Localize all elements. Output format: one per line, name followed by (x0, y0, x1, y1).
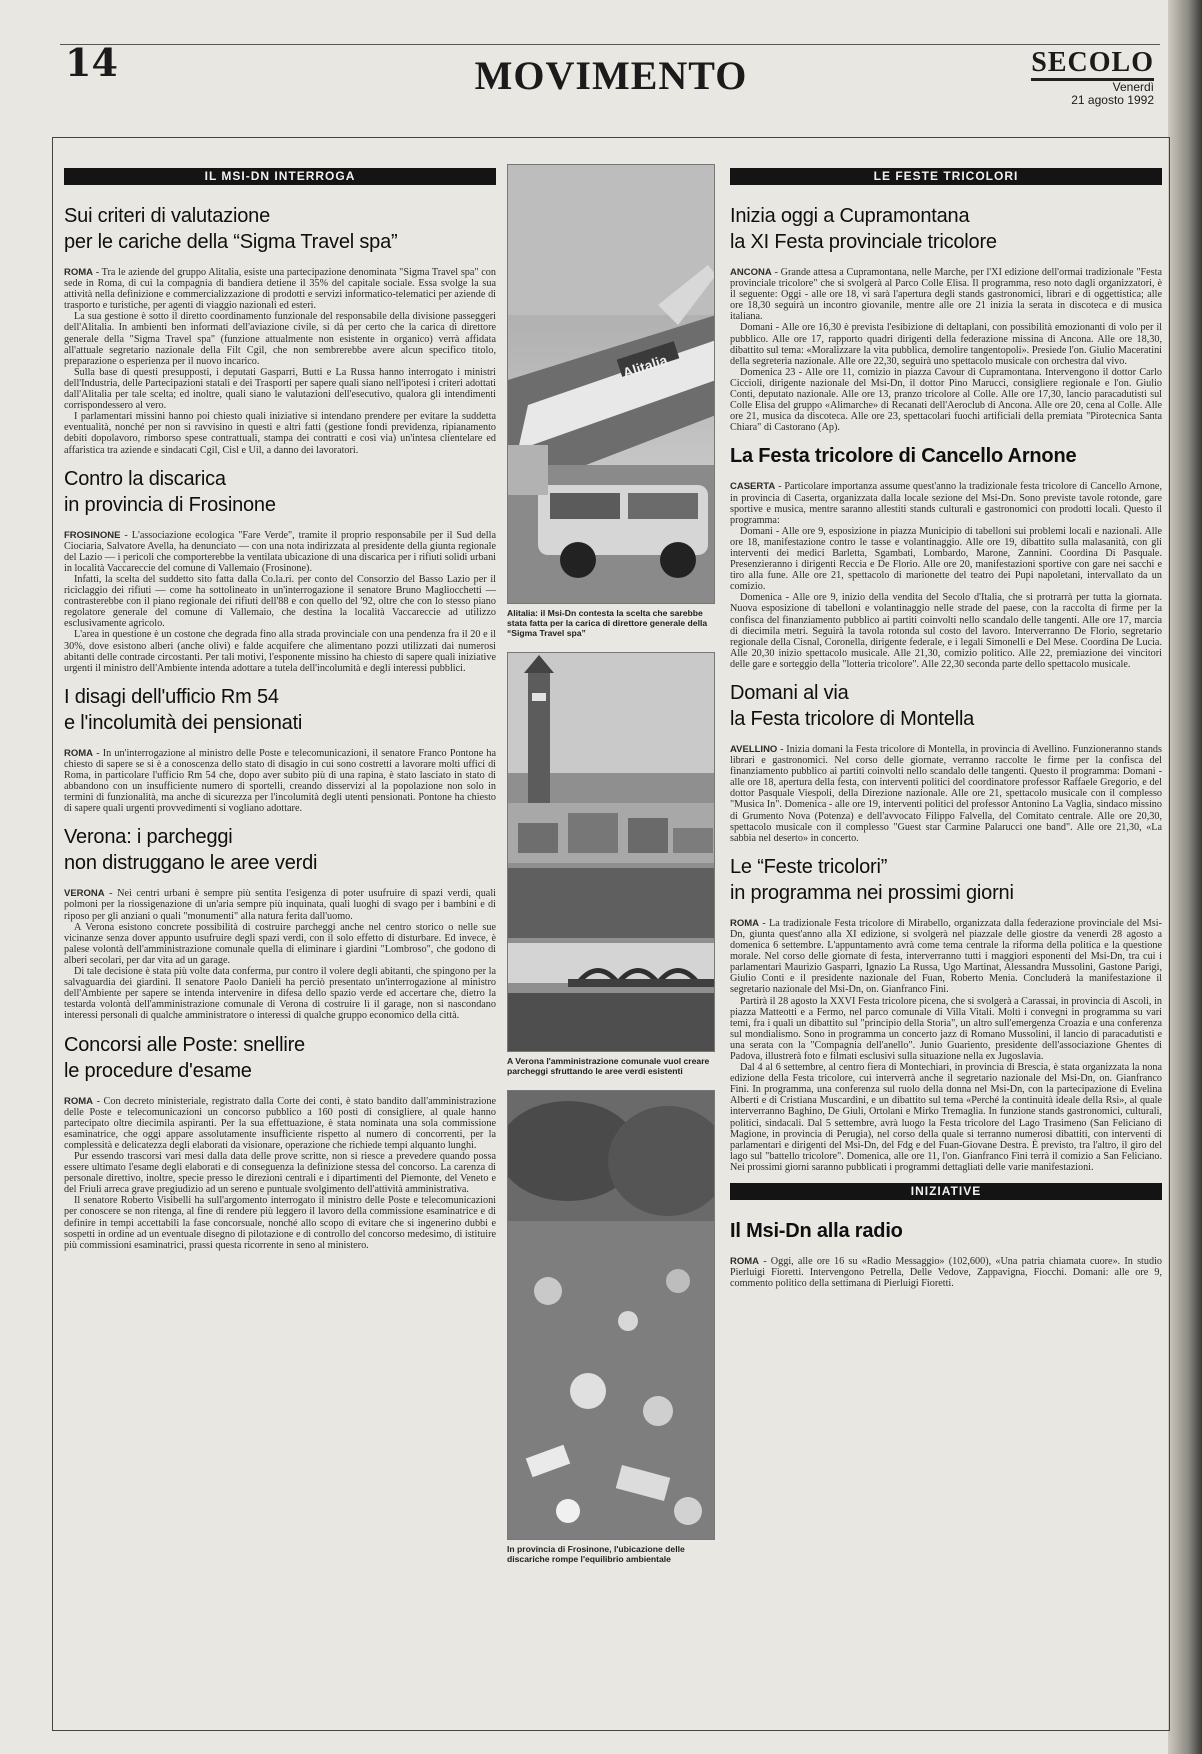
paragraph-text: - Particolare importanza assume quest'anno la tradizionale festa tricolore di Cancello Arnone, in provincia di Caserta, organizzata dalla locale sezione del Msi-Dn. Sono previste tavole rotonde, gare sportive e musica, mentre saranno allestiti stands culturali e gastronomici con prodotti locali. Questo il programma: (730, 481, 1162, 526)
landfill-photo (508, 1091, 715, 1540)
article-body (730, 267, 1162, 433)
article-headline (64, 466, 496, 518)
paragraph-text: Partirà il 28 agosto la XXVI Festa tricolore picena, che si svolgerà a Carassai, in provincia di Ascoli, in piazza Matteotti e a Fermo, nel parco comunale di Villa Vitali. Molti i convegni in programma su vari temi, fra i quali un dibattito sul "principio della Storia", un altro sull'emergenza Croazia e una conferenza sul mondialismo. Sono in programma un concerto jazz di Romano Mussolini, il lancio di paracadutisti e una serata con la "Compagnia dell'anello". Junio Guariento, presidente dell'associazione Ghentes di Padova, illustrerà foto e filmati esclusivi sulla situazione nella ex Jugoslavia. (730, 995, 1162, 1062)
headline-line: per le cariche della “Sigma Travel spa” (64, 231, 398, 253)
paragraph-text: - Oggi, alle ore 16 su «Radio Messaggio» (102,600), «Una patria chiamata cuore». In studio Pierluigi Fioretti. Intervengono Petrella, Delle Vedove, Zappavigna, Fiocchi. Domani: alle ore 9, commento politico della settimana di Pierluigi Fioretti. (730, 1256, 1162, 1290)
article-paragraph (64, 311, 496, 366)
article-body (64, 748, 496, 815)
paragraph-text: - Inizia domani la Festa tricolore di Montella, in provincia di Avellino. Funzioneranno stands librari e gastronomici. Nel corso delle giornate, verranno raccolte le firme per la confisca del finanziamento pubblico ai partiti coinvolti nello scandalo delle tangenti. Questo il programma: Domani - alle ore 18, apertura della festa, con interventi politici del coordinatore professor Raffaele Gregorio, e del dottor Pasquale Viespoli, della Direzione nazionale. Alle ore 21, spettacolo musicale con il complesso "Musica In". Domenica - alle ore 19, interventi politici del professor Antonino La Vaglia, sindaco missino di Grumento Nova (Potenza) e dell'avvocato Filippo Falvella, del Comitato centrale. Alle ore 20,30, spettacolo musicale con il complesso "Guest star Carmine Palarucci one band". Alle ore 21,30, «La sabbia nel deserto» in concerto. (730, 744, 1162, 844)
paragraph-text: Dal 4 al 6 settembre, al centro fiera di Montechiari, in provincia di Brescia, è stata organizzata la nona edizione della Festa tricolore, cui interverrà anche il segretario nazionale del Msi-Dn, on. Gianfranco Fini. In programma, una conferenza sul ruolo della donna nel Msi-Dn, con la partecipazione di Evelina Alberti e di Cristiana Muscardini, e un dibattito sul tema «Perché la continuità ideale della Rsi», al quale interverranno Baghino, De Giuli, Ortolani e Mirko Tremaglia. In funzione stands gastronomici, culturali, politici, sindacali. Dal 5 settembre, avrà luogo la Festa tricolore del Lago Trasimeno (San Feliciano di Magione, in provincia di Perugia), nel corso della quale si terranno numerosi dibattiti, con interventi di parlamentari e dirigenti del Msi-Dn, del Fdg e del Fuan-Giovane Destra. È previsto, tra l'altro, il giro del lago sul "battello tricolore". Domenica, alle ore 11, l'on. Gianfranco Fini terrà il comizio a San Feliciano. Nei prossimi giorni saranno pubblicati i programmi dettagliati delle varie manifestazioni. (730, 1062, 1162, 1173)
headline-line: in programma nei prossimi giorni (730, 881, 1014, 904)
paragraph-text: Il senatore Roberto Visibelli ha sull'argomento interrogato il ministro delle Poste e telecomunicazioni per conoscere se non ritenga, al fine di rendere più leggero il lavoro della commissione esaminatrice e di definire in tempi accettabili la fase concorsuale, nonché allo scopo di evitare che si ingenerino dubbi e sospetti in ordine ad un eventuale disegno di pilotazione e di controllo del concorso medesimo, di istituire più commissioni esaminatrici, prassi questa ricorrente in seno al ministero. (64, 1195, 496, 1251)
article-paragraph (730, 322, 1162, 366)
paragraph-text: Domenica - Alle ore 9, inizio della vendita del Secolo d'Italia, che si protrarrà per tutta la giornata. Nuova esposizione di tabelloni e volantinaggio nelle strade del paese, con la raccolta di firme per la confisca del finanziamento pubblico ai partiti coinvolti nello scandalo delle tangenti. Alle ore 17, marcia di diecimila metri. Seguirà la tavola rotonda sul costo del lavoro. Interverranno De Florio, segretario regionale della Cisnal, Coronella, dirigente federale, e i legali Simonelli e Del Mese. Coordina De Lucia. Alle 20,30 inizio spettacolo musicale. Alle 21,30, comizio politico. Alle 22, premiazione dei vincitori delle gare e sorteggio della "lotteria tricolore". Alle 22,30 seconda parte dello spettacolo musicale. (730, 592, 1162, 670)
paragraph-text: Domenica 23 - Alle ore 11, comizio in piazza Cavour di Cupramontana. Intervengono il dottor Carlo Ciccioli, dirigente nazionale del Msi-Dn, il dottor Pino Marucci, consigliere regionale e l'on. Giulio Conti, deputato nazionale. Alle ore 13, pranzo tricolore al Colle. Alle ore 17,30, lancio paracadutisti sul Colle Elisa del gruppo «Alimarche» di Recanati dell'Aeroclub di Ancona. Alle ore 20, cena al Colle. Alle ore 21, musica da discoteca. Alle ore 23, spettacolari fuochi artificiali della premiata "Pirotecnica Santa Chiara" di Castorano (Ap). (730, 366, 1162, 434)
dateline-place: FROSINONE (64, 529, 121, 541)
paragraph-text: - In un'interrogazione al ministro delle Poste e telecomunicazioni, il senatore Franco Pontone ha chiesto di sapere se si è a conoscenza dello stato di disagio in cui sono costretti a lavorare molti uffici di Roma, in particolare l'ufficio Rm 54 che, dopo aver subito più di una rapina, è stato lasciato in stato di abbandono con un insufficiente numero di sportelli, creando disservizi al la popolazione non solo in termini di funzionalità, ma anche di sicurezza per l'incolumità degli utenti pensionati. Pontone ha chiesto di sapere quali urgenti provvedimenti si vogliano adottare. (64, 747, 496, 815)
article-headline (730, 443, 1162, 469)
headline-line: Sui criteri di valutazione (64, 205, 271, 227)
article (64, 824, 496, 1021)
paragraph-text: - Con decreto ministeriale, registrato dalla Corte dei conti, è stato bandito dall'amministrazione delle Poste e telecomunicazioni un concorso pubblico a 160 posti di consigliere, al quale hanno partecipato oltre diecimila aspiranti. Per la sua effettuazione, è stata nominata una sola commissione esaminatrice, che oggi appare assolutamente insufficiente rispetto al numero di concorrenti, per la complessità e delicatezza degli elaborati da visionare, operazione che richiede tempi alquanto lunghi. (64, 1095, 496, 1151)
caption-verona: A Verona l'amministrazione comunale vuol creare parcheggi sfruttando le aree verdi esistenti (507, 1056, 710, 1076)
article-body (64, 267, 496, 456)
right-column (730, 168, 1162, 1299)
article-paragraph (730, 918, 1162, 996)
section-band-iniziative: INIZIATIVE (730, 1183, 1162, 1200)
article-headline (64, 824, 496, 876)
dateline-place: ROMA (64, 747, 94, 759)
article-paragraph (64, 1096, 496, 1151)
article-headline (730, 1218, 1162, 1244)
section-band-interroga: IL MSI-DN INTERROGA (64, 168, 496, 185)
headline-line: non distruggano le aree verdi (64, 852, 318, 875)
headline-line: le procedure d'esame (64, 1059, 252, 1082)
article (730, 443, 1162, 670)
paragraph-text: Sulla base di questi presupposti, i deputati Gasparri, Butti e La Russa hanno interrogato i ministri dell'Industria, delle Partecipazioni statali e dei Trasporti per sapere quali siano nell'ipotesi i criteri adottati dall'Alitalia per tale scelta; ed inoltre, quali siano le valutazioni dell'esecutivo, qualora gli intendimenti corrispondessero al vero. (64, 366, 496, 412)
article-paragraph (730, 1256, 1162, 1289)
paragraph-text: Infatti, la scelta del suddetto sito fatta dalla Co.la.ri. per conto del Consorzio del Basso Lazio per il riciclaggio dei rifiuti — come ha sottolineato in un'interrogazione il senatore Bruno Magliocchetti — contrasterebbe con il piano regionale dei rifiuti dell'88 e con quello del '92, oltre che con lo stesso piano regolatore generale del comune di Vallemaio, che destina la località Vaccareccie ad utilizzo esclusivamente agricolo. (64, 573, 496, 630)
article-paragraph (64, 574, 496, 629)
dateline-place: VERONA (64, 888, 105, 900)
dateline-place: AVELLINO (730, 744, 778, 755)
paragraph-text: L'area in questione è un costone che degrada fino alla strada provinciale con una pendenza fra il 20 e il 30%, dove esistono alberi (anche olivi) e falde acquifere che alimentano pozzi utilizzati dai numerosi abitanti delle contrade circostanti. Per tali motivi, l'esponente missino ha chiesto di sapere quali iniziative urgenti il ministro dell'Ambiente intenda adottare a tutela dell'incolumità e degli interessi pubblici. (64, 629, 496, 674)
article-paragraph (730, 744, 1162, 844)
article-body (64, 530, 496, 674)
article-headline (730, 203, 1162, 255)
article (64, 203, 496, 456)
article-paragraph (64, 748, 496, 815)
headline-line: I disagi dell'ufficio Rm 54 (64, 685, 279, 708)
dateline-place: ROMA (730, 917, 760, 929)
page-edge-shadow (1168, 0, 1202, 1754)
paragraph-text: Domani - Alle ore 16,30 è prevista l'esibizione di deltaplani, con possibilità emozionanti di volo per il pubblico. Alle ore 17, rapporto quadri dirigenti della federazione missina di Ancona. Alle ore 18,30, dibattito sul tema: «Moralizzare la vita pubblica, demolire tangentopoli». Presiede l'on. Giulio Maceratini della segreteria nazionale. Alle ore 22,30, seguirà uno spettacolo musicale con orchestra dal vivo. (730, 322, 1162, 367)
dateline-place: CASERTA (730, 481, 776, 493)
photo-verona (507, 652, 715, 1052)
article-paragraph (730, 481, 1162, 525)
article-paragraph (64, 629, 496, 673)
article-paragraph (64, 267, 496, 311)
headline-line: Concorsi alle Poste: snellire (64, 1033, 305, 1056)
article-body (64, 888, 496, 1021)
article-paragraph (730, 996, 1162, 1063)
paragraph-text: I parlamentari missini hanno poi chiesto quali iniziative si intendano prendere per evitare la suddetta eventualità, nonché per non si ravvisino in questi e altri fatti (gestione fondi previdenza, ripianamento debiti dopolavoro, rimborso spese contrattuali, stampa dei contratti e così via) un'intesa clientelare ed affaristica tra aziende e sindacati Cgil, Cisl e Uil, a danno dei lavoratori. (64, 411, 496, 456)
article (730, 680, 1162, 844)
paragraph-text: La sua gestione è sotto il diretto coordinamento funzionale del responsabile della divisione passeggeri dell'Alitalia. In ambienti ben informati dell'aviazione civile, si dà per certo che la carica di direttore generale della "Sigma Travel spa" (funzione attualmente non esistente in organico) verrà affidata all'attuale segretario nazionale della Filt Cgil, che non sembrerebbe avere alcun specifico titolo, preparazione o esperienza per il nuovo incarico. (64, 311, 496, 367)
article-body (64, 1096, 496, 1251)
issue-day: Venerdì (1112, 80, 1154, 94)
article-paragraph (730, 526, 1162, 593)
article-body (730, 744, 1162, 844)
article (64, 684, 496, 815)
dateline-place: ROMA (64, 1095, 94, 1107)
dateline-place: ANCONA (730, 267, 772, 278)
paragraph-text: - La tradizionale Festa tricolore di Mirabello, organizzata dalla federazione provinciale del Msi-Dn, giunta quest'anno alla XI edizione, si svolgerà nel piazzale delle giostre da venerdì 28 agosto a domenica 6 settembre. L'appuntamento avrà come tema centrale la riforma della politica e la questione morale. Nel corso delle giornate di festa, interverranno tutti i maggiori esponenti del Msi-Dn, tra cui i parlamentari Maurizio Gasparri, Ignazio La Russa, Ugo Martinat, Alessandra Mussolini, Gastone Parigi, Giulio Conti e il presidente nazionale del Fuan, Roberto Menia. Concluderà la manifestazione il segretario nazionale del Msi-Dn, on. Gianfranco Fini. (730, 917, 1162, 996)
headline-line: in provincia di Frosinone (64, 493, 276, 516)
plane-livery-text: Alitalia (620, 351, 670, 381)
paragraph-text: - Nei centri urbani è sempre più sentita l'esigenza di poter usufruire di spazi verdi, quali polmoni per la riossigenazione di un'aria sempre più inquinata, quali luoghi di svago per i bambini e di riposo per gli anziani o quali "monumenti" alla natura ferita dall'uomo. (64, 888, 496, 922)
headline-line: Domani al via (730, 682, 849, 704)
headline-line: Inizia oggi a Cupramontana (730, 205, 970, 227)
issue-date: 21 agosto 1992 (1071, 93, 1154, 107)
page-header (60, 38, 1162, 118)
verona-city-photo (508, 653, 715, 1052)
paragraph-text: Domani - Alle ore 9, esposizione in piazza Municipio di tabelloni sui problemi locali e nazionali. Alle ore 18, manifestazione contro le tasse e volantinaggio. Alle ore 19, dibattito sulla malasanità, con gli interventi dei medici Barletta, Sgambati, Lombardo, Marone, Zannini. Coordina Di Pasquale. Presenzieranno i dirigenti Reccia e De Florio. Alle ore 20, manifestazioni sportive con gare nei sacchi e tiro alla fune. Alle ore 21, spettacolo di marionette del teatro dei Pupi napoletani, intervallato da un comizio. (730, 525, 1162, 593)
article-paragraph (730, 1062, 1162, 1173)
alitalia-plane-photo (508, 165, 715, 604)
headline-line: La Festa tricolore di Cancello Arnone (730, 445, 1077, 468)
article-paragraph (64, 1195, 496, 1250)
headline-line: la XI Festa provinciale tricolore (730, 231, 997, 253)
article-paragraph (730, 592, 1162, 670)
article (64, 1032, 496, 1251)
section-band-feste: LE FESTE TRICOLORI (730, 168, 1162, 185)
headline-line: Verona: i parcheggi (64, 826, 233, 849)
dateline-place: ROMA (730, 1256, 760, 1267)
article-paragraph (64, 411, 496, 455)
article-body (730, 481, 1162, 670)
article-paragraph (64, 1151, 496, 1195)
headline-line: la Festa tricolore di Montella (730, 708, 975, 730)
photo-column (507, 168, 715, 1578)
article-paragraph (64, 367, 496, 411)
article-paragraph (64, 888, 496, 921)
masthead (1031, 48, 1154, 107)
article-paragraph (64, 966, 496, 1021)
article-paragraph (730, 367, 1162, 434)
article (730, 203, 1162, 433)
article-paragraph (64, 922, 496, 966)
masthead-logo: SECOLO (1031, 48, 1154, 81)
photo-alitalia (507, 164, 715, 604)
article (730, 854, 1162, 1173)
paragraph-text: - Grande attesa a Cupramontana, nelle Marche, per l'XI edizione dell'ormai tradizionale "Festa provinciale tricolore" che si svolgerà al Parco Colle Elisa. Il programma, reso noto dagli organizzatori, è il seguente: Oggi - alle ore 18, vi sarà l'apertura degli stands gastronomici, librari e di oggettistica; alle ore 18,30 seguirà un incontro giovanile, mentre alle ore 21 inizia la serata in discoteca e di musica italiana. (730, 267, 1162, 323)
caption-frosinone: In provincia di Frosinone, l'ubicazione delle discariche rompe l'equilibrio ambientale (507, 1544, 685, 1564)
headline-line: Le “Feste tricolori” (730, 855, 888, 878)
section-title: MOVIMENTO (474, 53, 748, 98)
article-body (730, 1256, 1162, 1289)
article (64, 466, 496, 674)
paragraph-text: - L'associazione ecologica "Fare Verde", tramite il proprio responsabile per il Sud della Ciociaria, Salvatore Avella, ha denunciato — con una nota indirizzata al presidente della giunta regionale del Lazio — i pericoli che comporterebbe la ventilata ubicazione di una discarica per i rifiuti solidi urbani in località Vaccareccie del comune di Vallemaio (Frosinone). (64, 529, 496, 574)
headline-line: Il Msi-Dn alla radio (730, 1220, 903, 1242)
article-headline (730, 854, 1162, 906)
headline-line: Contro la discarica (64, 467, 226, 490)
left-column (64, 168, 496, 1261)
article-headline (64, 684, 496, 736)
headline-line: e l'incolumità dei pensionati (64, 711, 303, 734)
article-headline (730, 680, 1162, 732)
paragraph-text: A Verona esistono concrete possibilità di costruire parcheggi anche nel centro storico o nelle sue vicinanze senza dover appunto usufruire degli spazi verdi, con il solo effetto di disturbare. Ed invece, è palese volontà dell'amministrazione comunale quella di eliminare i giardini "Lombroso", che godono di alberi secolari, per dar vita ad un garage. (64, 921, 496, 966)
article-headline (64, 1032, 496, 1084)
article-headline (64, 203, 496, 255)
caption-alitalia: Alitalia: il Msi-Dn contesta la scelta che sarebbe stata fatta per la carica di direttore generale della “Sigma Travel spa” (507, 608, 708, 638)
article (730, 1218, 1162, 1289)
paragraph-text: - Tra le aziende del gruppo Alitalia, esiste una partecipazione denominata "Sigma Travel spa" con sede in Roma, di cui la compagnia di bandiera detiene il 35% del capitale sociale. Essa svolge la sua attività nella definizione e commercializzazione di prodotti e servizi informatico-telematici per aziende di trasporto e turistiche, per agenti di viaggio nazionali ed esteri. (64, 267, 496, 312)
article-paragraph (64, 530, 496, 574)
paragraph-text: Di tale decisione è stata più volte data conferma, pur contro il volere degli abitanti, che spingono per la salvaguardia dei giardini. Il senatore Paolo Danieli ha perciò presentato un'interrogazione al ministro dell'Ambiente per sapere se intenda intervenire in difesa dello spazio verde ed accertare che, dietro la testarda volontà dell'amministrazione comunale di Verona di costruire lì il garage, non si nascondano interessi personali di qualche amministratore o interessi di qualche gruppo economico della città. (64, 966, 496, 1022)
photo-frosinone (507, 1090, 715, 1540)
paragraph-text: Pur essendo trascorsi vari mesi dalla data delle prove scritte, non si riesce a prevedere quando possa essere ultimato l'esame degli elaborati e di conseguenza la definizione stessa del concorso. La carenza di personale direttivo, inoltre, specie presso le direzioni centrali e i dipartimenti del Piemonte, del Veneto e del Friuli arreca grave pregiudizio ad un sereno e puntuale svolgimento dell'attività amministrativa. (64, 1150, 496, 1196)
dateline-place: ROMA (64, 267, 94, 278)
article-paragraph (730, 267, 1162, 322)
page-number: 14 (65, 40, 118, 85)
article-body (730, 918, 1162, 1173)
